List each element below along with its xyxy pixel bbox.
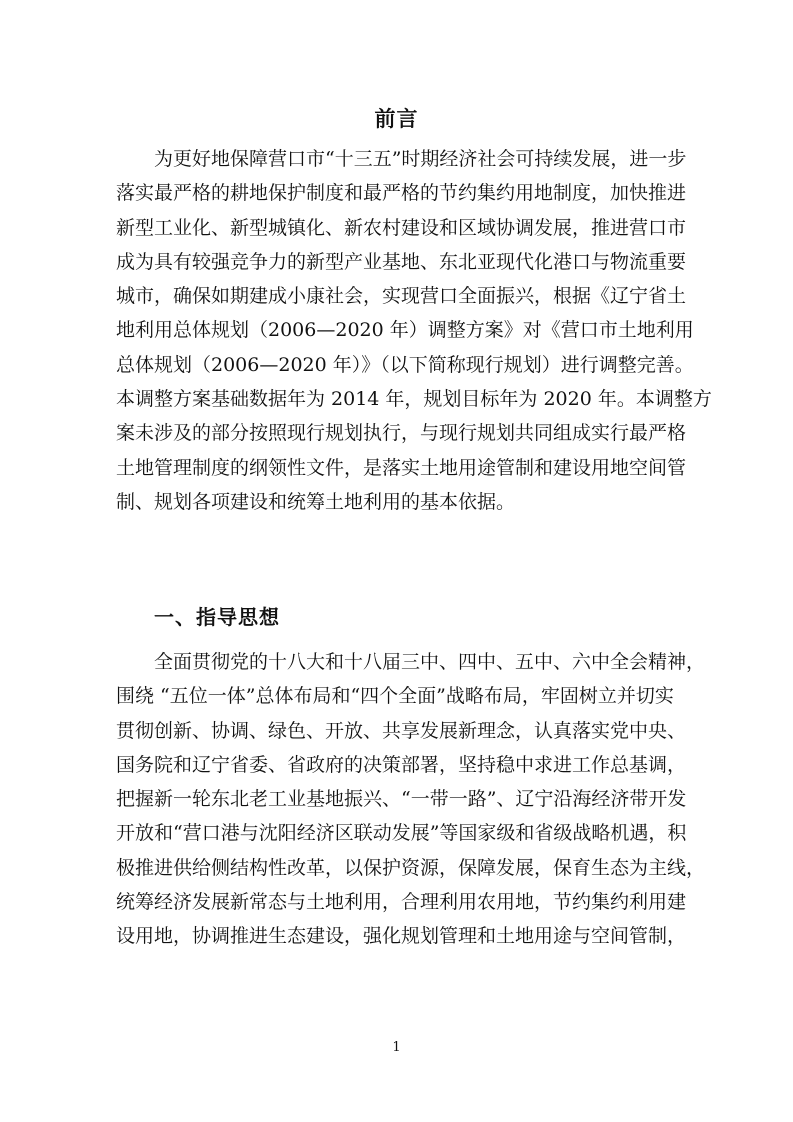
text-line: 极推进供给侧结构性改革，以保护资源，保障发展，保育生态为主线， [116,856,706,879]
text-line: 地利用总体规划（2006—2020 年）调整方案》对《营口市土地利用 [116,319,694,342]
section-heading: 一、指导思想 [154,605,280,629]
page-number: 1 [392,1040,401,1055]
text-line: 总体规划（2006—2020 年）》（以下简称现行规划）进行调整完善。 [116,353,694,376]
text-line: 把握新一轮东北老工业基地振兴、“一带一路”、辽宁沿海经济带开发 [116,788,687,811]
text-line: 国务院和辽宁省委、省政府的决策部署，坚持稳中求进工作总基调， [116,753,687,776]
text-line: 土地管理制度的纲领性文件，是落实土地用途管制和建设用地空间管 [116,456,687,479]
text-line: 本调整方案基础数据年为 2014 年，规划目标年为 2020 年。本调整方 [116,388,712,411]
intro-paragraph [116,142,712,519]
text-line: 制、规划各项建设和统筹土地利用的基本依据。 [116,490,516,513]
text-line: 贯彻创新、协调、绿色、开放、共享发展新理念，认真落实党中央、 [116,719,687,742]
text-line: 围绕 “五位一体”总体布局和“四个全面”战略布局，牢固树立并切实 [116,685,674,708]
text-line: 为更好地保障营口市“十三五”时期经济社会可持续发展，进一步 [154,148,687,170]
text-line: 成为具有较强竞争力的新型产业基地、东北亚现代化港口与物流重要 [116,250,687,273]
text-line: 案未涉及的部分按照现行规划执行，与现行规划共同组成实行最严格 [116,422,687,445]
section-paragraph [116,645,706,954]
page-title: 前言 [374,107,419,131]
text-line: 开放和“营口港与沈阳经济区联动发展”等国家级和省级战略机遇，积 [116,822,687,845]
text-line: 全面贯彻党的十八大和十八届三中、四中、五中、六中全会精神， [154,651,706,673]
text-line: 新型工业化、新型城镇化、新农村建设和区域协调发展，推进营口市 [116,216,687,239]
text-line: 城市，确保如期建成小康社会，实现营口全面振兴，根据《辽宁省土 [116,285,687,308]
text-line: 落实最严格的耕地保护制度和最严格的节约集约用地制度，加快推进 [116,182,687,205]
text-line: 设用地，协调推进生态建设，强化规划管理和土地用途与空间管制， [116,925,687,948]
text-line: 统筹经济发展新常态与土地利用，合理利用农用地，节约集约利用建 [116,891,687,914]
